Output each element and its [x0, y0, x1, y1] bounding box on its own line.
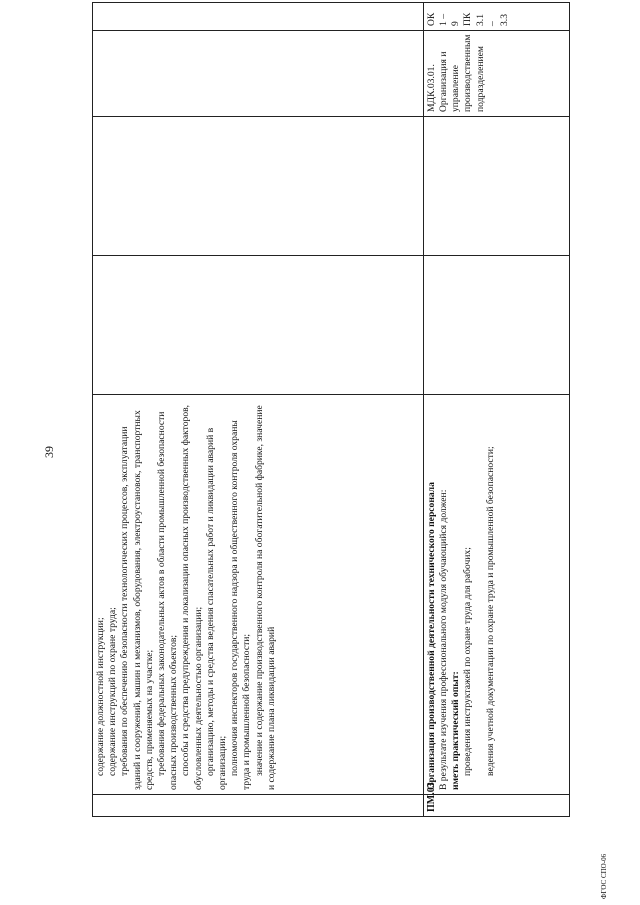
- content-line: содержание должностной инструкции;: [95, 617, 106, 776]
- code-cell: [93, 795, 424, 817]
- mdk-text: МДК.03.01. Организация и управление производственным подразделением: [425, 34, 486, 112]
- content-line: содержание инструкций по охране труда;: [107, 607, 119, 776]
- competencies-cell: [93, 3, 424, 31]
- hours-cell: [423, 117, 569, 256]
- mdk-cell: [93, 31, 424, 117]
- hours-cell: [93, 117, 424, 256]
- table-row: [423, 3, 569, 817]
- competencies-text: ОК 1 – 9 ПК 3.1 – 3.3: [425, 12, 510, 26]
- content-line: требования федеральных законодательных актов в области промышленной безопасности опасных производственных объектов;: [156, 411, 180, 790]
- content-cell: [93, 395, 424, 795]
- table-row: [93, 3, 424, 817]
- module-code: ПМ.03: [425, 782, 437, 812]
- hours-cell: [93, 256, 424, 395]
- page-number: 39: [42, 446, 56, 458]
- curriculum-table: [92, 2, 570, 817]
- competencies-cell: [423, 3, 569, 31]
- content-line: организацию, методы и средства ведения спасательных работ и ликвидации аварий в организации;: [204, 427, 229, 790]
- content-cell: [423, 395, 569, 795]
- code-cell: [423, 782, 569, 817]
- mdk-cell: [423, 31, 569, 117]
- hours-cell: [423, 256, 569, 395]
- module-title: Организация производственной деятельности технического персонала: [425, 482, 437, 790]
- content-line: способы и средства предупреждения и локализации опасных производственных факторов, обусловленных деятельностью организации;: [180, 404, 204, 790]
- content-line: значение и содержание производственного контроля на обогатительной фабрике, значение и содержание плана ликвидации аварий: [253, 405, 277, 790]
- module-intro: В результате изучения профессионального модуля обучающийся должен:: [437, 489, 449, 790]
- content-line: полномочия инспекторов государственного надзора и общественного контроля охраны труда и промышленной безопасности;: [229, 420, 253, 790]
- footer-code: ФГОС СПО-06: [600, 853, 608, 899]
- content-line: требования по обеспечению безопасности технологических процессов, эксплуатации зданий и сооружений, машин и механизмов, оборудования, электроустановок, транспортных средств, применяемых на участке;: [119, 410, 155, 790]
- practice-item: ведения учетной документации по охране труда и промышленной безопасности;: [484, 446, 496, 776]
- practice-item: проведения инструктажей по охране труда для рабочих;: [462, 547, 474, 776]
- practice-label: иметь практический опыт:: [450, 671, 462, 790]
